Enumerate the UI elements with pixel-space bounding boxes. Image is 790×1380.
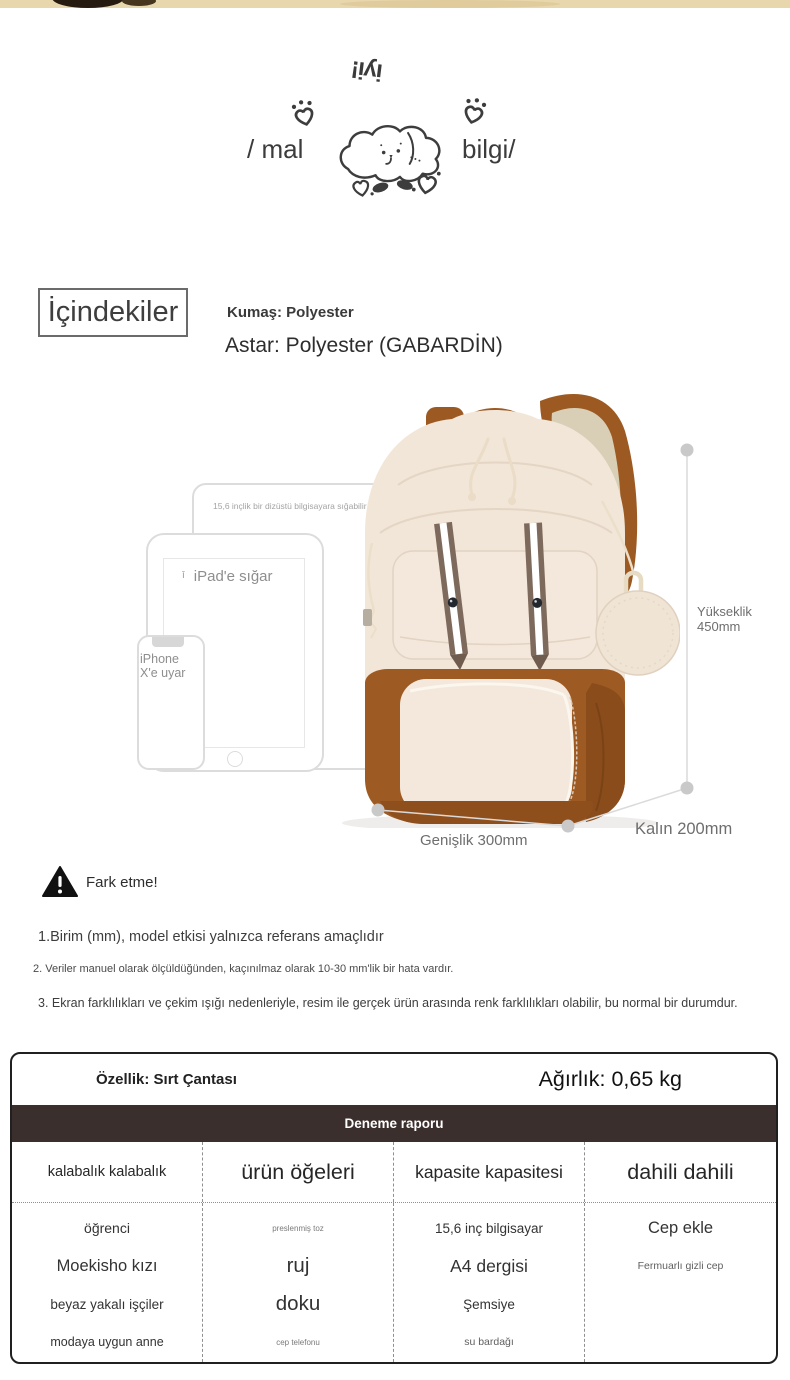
column-header-internal: dahili dahili <box>627 1159 734 1184</box>
depth-dimension-label: Kalın 200mm <box>635 820 733 838</box>
table-item: Moekisho kızı <box>56 1256 158 1275</box>
table-item: A4 dergisi <box>450 1255 528 1276</box>
weight-label: Ağırlık: 0,65 kg <box>538 1067 682 1091</box>
cropped-photo-blob <box>122 0 156 6</box>
doodle-right-text: bilgi/ <box>462 134 516 164</box>
column-internal <box>585 1203 776 1362</box>
table-item: Cep ekle <box>647 1218 714 1237</box>
table-item: ruj <box>286 1254 310 1277</box>
spec-header-row <box>12 1142 776 1203</box>
contents-title: İçindekiler <box>47 296 179 328</box>
table-item: su bardağı <box>464 1336 514 1348</box>
doodle-rotated-text: iyi! <box>350 55 385 86</box>
feature-label: Özellik: Sırt Çantası <box>96 1071 237 1088</box>
table-item: 15,6 inç bilgisayar <box>434 1220 544 1236</box>
notice-item: 2. Veriler manuel olarak ölçüldüğünden, kaçınılmaz olarak 10-30 mm'lik bir hata vardır. <box>33 963 454 975</box>
column-items <box>203 1203 394 1362</box>
heart-doodle-icon <box>410 166 445 201</box>
cropped-photo-shade <box>340 0 560 8</box>
heart-doodle-icon <box>346 172 376 202</box>
fabric-spec: Kumaş: Polyester <box>227 304 354 321</box>
contents-title-box <box>38 288 188 337</box>
table-item: Fermuarlı gizli cep <box>637 1260 724 1272</box>
notice-item: 1.Birim (mm), model etkisi yalnızca referans amaçlıdır <box>38 929 384 945</box>
spec-info-row <box>12 1054 776 1105</box>
column-header-capacity: kapasite kapasitesi <box>394 1142 585 1202</box>
table-item: beyaz yakalı işçiler <box>50 1296 164 1312</box>
cropped-photo-blob <box>52 0 124 8</box>
height-dimension-label: Yükseklik 450mm <box>697 604 752 634</box>
spec-table <box>10 1052 778 1364</box>
previous-section-edge <box>0 0 790 8</box>
spec-body-row <box>12 1203 776 1362</box>
paw-print-icon <box>455 93 494 132</box>
column-header-audience: kalabalık kalabalık <box>12 1142 203 1202</box>
table-item: preslenmiş toz <box>272 1223 324 1233</box>
test-report-band: Deneme raporu <box>12 1105 776 1142</box>
table-item: Şemsiye <box>463 1296 515 1312</box>
table-item: modaya uygun anne <box>50 1335 164 1349</box>
lining-spec: Astar: Polyester (GABARDİN) <box>225 334 503 357</box>
warning-triangle-icon <box>42 865 78 899</box>
doodle-left-text: / mal <box>247 134 304 164</box>
table-item: cep telefonu <box>276 1337 320 1347</box>
pen-mark-icon: ī <box>182 570 185 581</box>
column-capacity <box>394 1203 585 1362</box>
paw-print-icon <box>285 95 324 134</box>
table-item: öğrenci <box>84 1220 130 1236</box>
ipad-fit-note: $^ī$ iPad'e sığar <box>182 568 273 585</box>
width-dimension-label: Genişlik 300mm <box>420 832 528 849</box>
table-item: doku <box>275 1292 321 1315</box>
column-header-items: ürün öğeleri <box>203 1142 394 1202</box>
iphone-fit-note: iPhone X'e uyar <box>140 652 186 680</box>
notice-item: 3. Ekran farklılıkları ve çekim ışığı nedenleriyle, resim ile gerçek ürün arasında renk farklılıkları olabilir, bu normal bir durumdur. <box>38 996 738 1010</box>
notice-title: Fark etme! <box>86 874 158 891</box>
column-audience <box>12 1203 203 1362</box>
laptop-fit-note: 15,6 inçlik bir dizüstü bilgisayara sığabilir <box>213 501 367 511</box>
dimension-lines <box>0 380 790 860</box>
